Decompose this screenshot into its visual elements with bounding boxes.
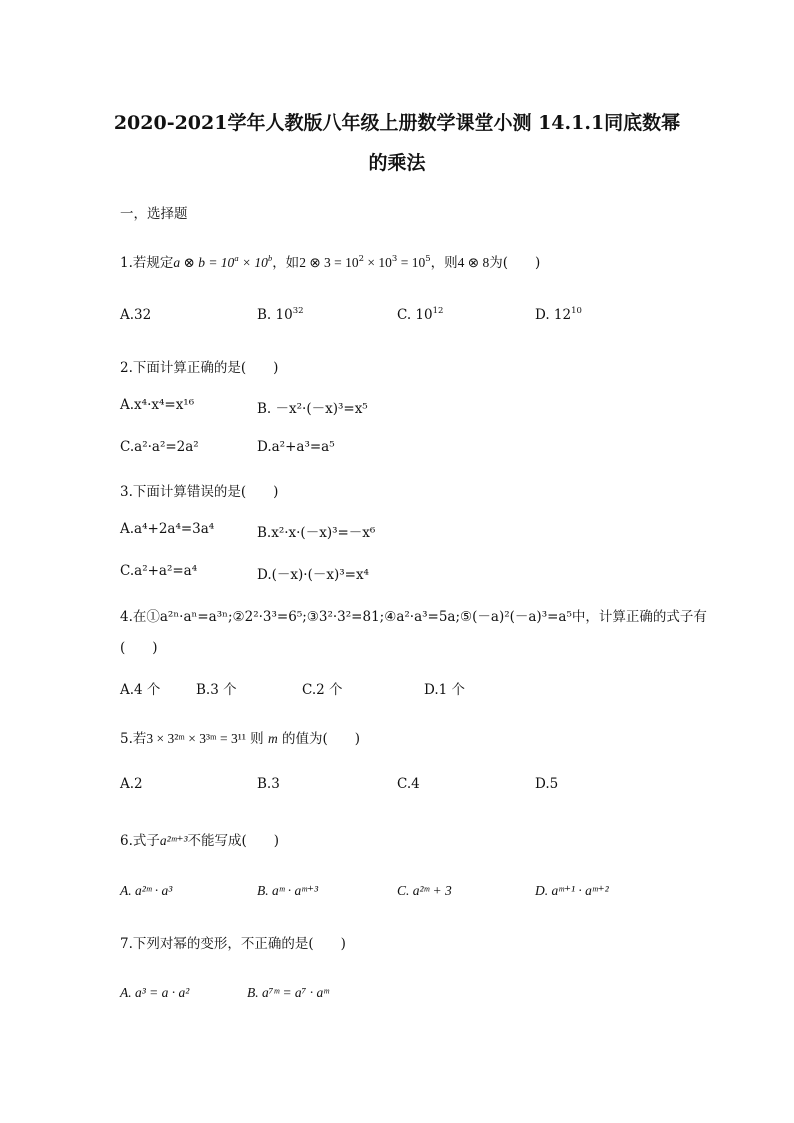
question-5-stem: 5.若3 × 3²ᵐ × 3³ᵐ = 3¹¹ 则 m 的值为( )	[120, 731, 361, 747]
question-1-stem: 1.若规定a ⊗ $b = 10^a \times 10^b$，如2 ⊗ $3 = 10^2 \times 10^3 = 10^5$，则4 ⊗ 8为( )	[120, 253, 541, 271]
q1-option-a: A.32	[120, 307, 152, 323]
q3-option-d: D.(－x)·(－x)³=x⁴	[257, 567, 369, 583]
q7-option-a: A. a³ = a · a²	[120, 985, 190, 1000]
question-4-paren: ( )	[120, 640, 158, 656]
q3-option-c: C.a²+a²=a⁴	[120, 563, 198, 579]
q5-option-b: B.3	[257, 776, 280, 792]
q3-option-a: A.a⁴+2a⁴=3a⁴	[120, 521, 215, 537]
q7-option-b: B. a⁷ᵐ = a⁷ · aᵐ	[247, 985, 329, 1000]
question-2-stem: 2.下面计算正确的是( )	[120, 360, 279, 376]
q1-option-d: D. $12^{10}$	[535, 306, 582, 323]
q3-option-b: B.x²·x·(－x)³=－x⁶	[257, 525, 376, 541]
question-3-stem: 3.下面计算错误的是( )	[120, 484, 279, 500]
q5-option-c: C.4	[397, 776, 420, 792]
section-heading: 一，选择题	[120, 206, 188, 222]
question-4-stem: 4.在①a²ⁿ·aⁿ=a³ⁿ;②2²·3³=6⁵;③3²·3²=81;④a²·a³=5a;⑤(－a)²(－a)³=a⁵中，计算正确的式子有	[120, 609, 707, 625]
q6-option-d: D. aᵐ⁺¹ · aᵐ⁺²	[535, 883, 609, 898]
q6-option-a: A. a²ᵐ · a³	[120, 883, 173, 898]
q4-option-c: C.2 个	[302, 682, 343, 698]
q2-option-a: A.x⁴·x⁴=x¹⁶	[120, 397, 195, 413]
q4-option-d: D.1 个	[424, 682, 466, 698]
q6-option-c: C. a²ᵐ + 3	[397, 883, 452, 898]
q1-option-b: B. $10^{32}$	[257, 306, 304, 323]
page-title-line1: 2020-2021学年人教版八年级上册数学课堂小测 14.1.1同底数幂	[113, 112, 681, 134]
q5-option-d: D.5	[535, 776, 559, 792]
q2-option-c: C.a²·a²=2a²	[120, 439, 199, 455]
page-title-line2: 的乘法	[368, 152, 426, 174]
q5-option-a: A.2	[120, 776, 143, 792]
q2-option-d: D.a²+a³=a⁵	[257, 439, 335, 455]
q6-option-b: B. aᵐ · aᵐ⁺³	[257, 883, 319, 898]
q2-option-b: B. －x²·(－x)³=x⁵	[257, 401, 368, 417]
question-7-stem: 7.下列对幂的变形，不正确的是( )	[120, 936, 346, 952]
q1-option-c: C. $10^{12}$	[397, 306, 444, 323]
q4-option-a: A.4 个	[120, 682, 161, 698]
q4-option-b: B.3 个	[196, 682, 237, 698]
question-6-stem: 6.式子a²ᵐ⁺³不能写成( )	[120, 833, 280, 849]
